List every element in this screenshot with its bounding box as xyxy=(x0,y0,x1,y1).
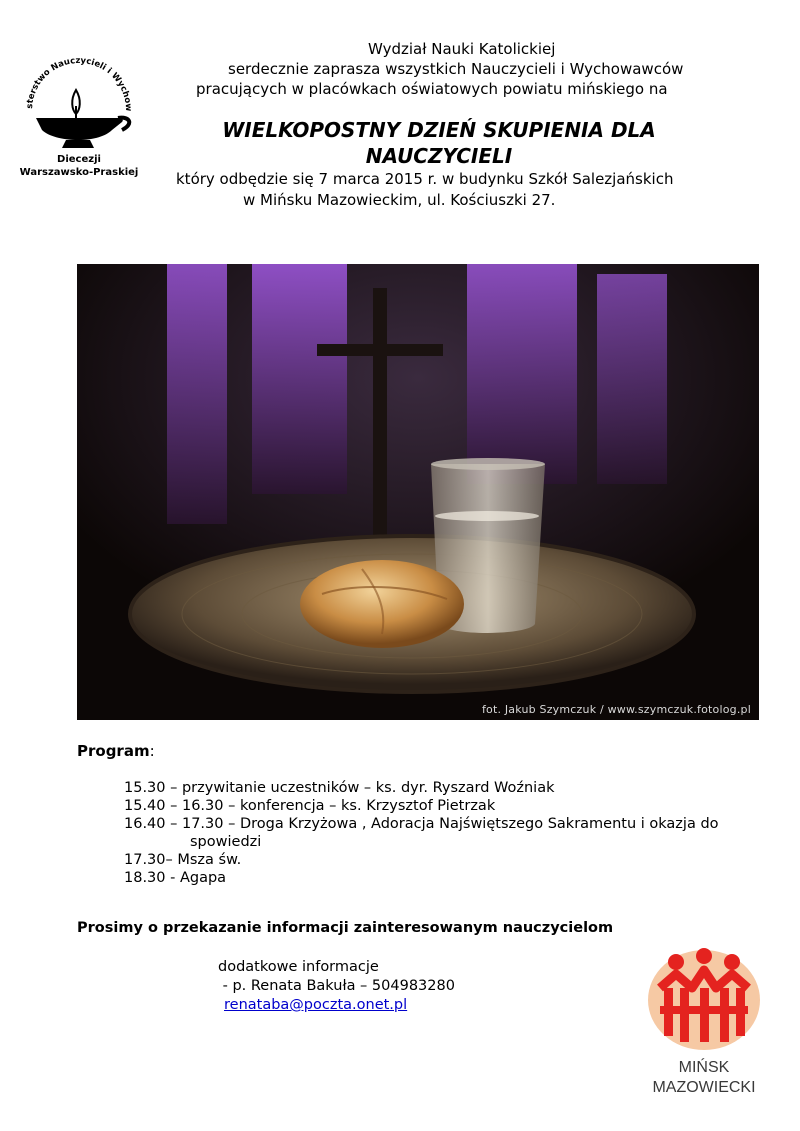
logo-right-line2: MAZOWIECKI xyxy=(652,1079,756,1096)
logo-left-line1: Diecezji xyxy=(57,154,101,165)
program-item: 15.40 – 16.30 – konferencja – ks. Krzysztof Pietrzak xyxy=(124,798,496,814)
header-line-2: serdecznie zaprasza wszystkich Nauczycieli i Wychowawców xyxy=(228,60,684,78)
request-text: Prosimy o przekazanie informacji zainteresowanym nauczycielom xyxy=(77,920,614,936)
logo-ring-text: sterstwo Nauczycieli i Wychow xyxy=(24,55,134,112)
program-item-continuation: spowiedzi xyxy=(190,834,262,850)
program-item: 15.30 – przywitanie uczestników – ks. dyr. Ryszard Woźniak xyxy=(124,780,555,796)
contact-person: - p. Renata Bakuła – 504983280 xyxy=(218,978,455,994)
program-item: 16.40 – 17.30 – Droga Krzyżowa , Adoracja Najświętszego Sakramentu i okazja do xyxy=(124,816,719,832)
program-item: 17.30– Msza św. xyxy=(124,852,242,868)
logo-left-line2: Warszawsko-Praskiej xyxy=(19,167,139,178)
program-item: 18.30 - Agapa xyxy=(124,870,227,886)
contact-label: dodatkowe informacje xyxy=(218,959,379,975)
photo-caption: fot. Jakub Szymczuk / www.szymczuk.fotolog.pl xyxy=(481,703,751,716)
contact-block xyxy=(218,958,455,1015)
bread-and-water-image xyxy=(77,264,759,720)
people-emblem-icon xyxy=(640,948,770,1098)
minsk-mazowiecki-logo xyxy=(640,948,770,1098)
event-info-line-1: który odbędzie się 7 marca 2015 r. w budynku Szkół Salezjańskich xyxy=(176,170,674,188)
program-heading-colon: : xyxy=(149,742,155,760)
program-list xyxy=(124,779,764,887)
event-title-line-2: NAUCZYCIELI xyxy=(365,144,513,168)
program-heading-label: Program xyxy=(77,742,150,760)
lenten-photo xyxy=(77,264,759,720)
header-line-1: Wydział Nauki Katolickiej xyxy=(368,40,556,58)
header-line-3: pracujących w placówkach oświatowych powiatu mińskiego na xyxy=(196,80,668,98)
logo-right-line1: MIŃSK xyxy=(678,1059,730,1076)
svg-text:Duszpasterstwo Nauczycieli i W xyxy=(18,40,133,112)
event-info-line-2: w Mińsku Mazowieckim, ul. Kościuszki 27. xyxy=(243,191,556,209)
event-title-line-1: WIELKOPOSTNY DZIEŃ SKUPIENIA DLA xyxy=(222,118,656,142)
program-heading xyxy=(77,742,155,760)
contact-email-link[interactable]: renataba@poczta.onet.pl xyxy=(224,997,408,1013)
